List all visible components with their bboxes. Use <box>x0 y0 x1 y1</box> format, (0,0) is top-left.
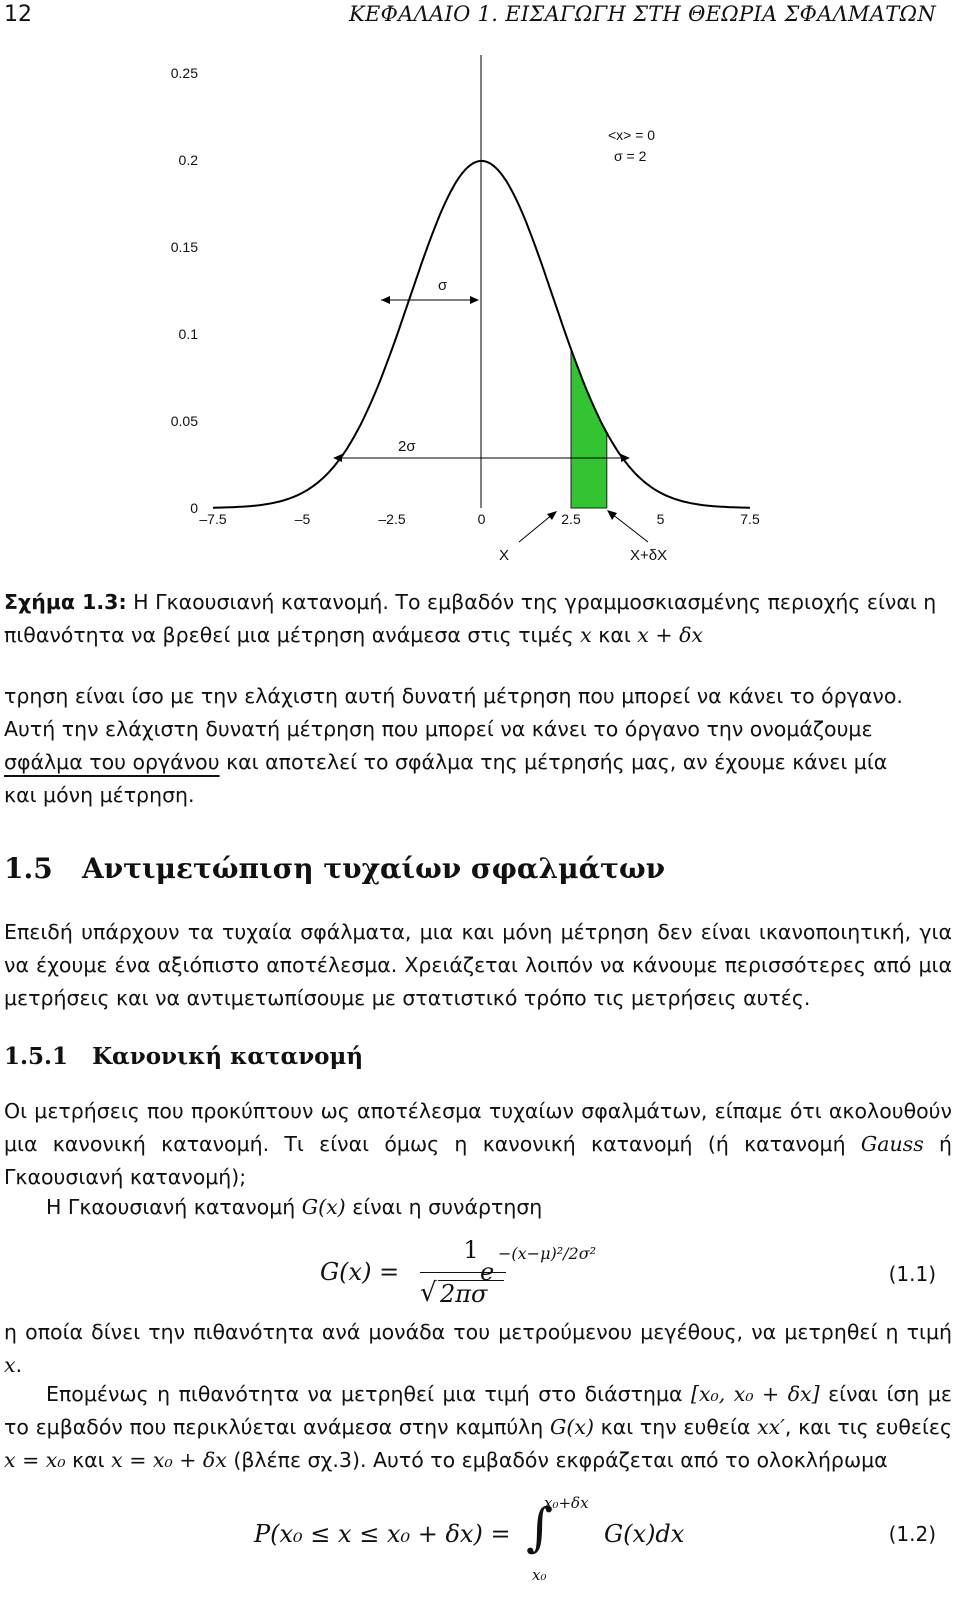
subsection-paragraph2 <box>46 1191 960 1224</box>
prob-text-d: , και τις ευθείες <box>784 1415 953 1439</box>
prob-interval: [x₀, x₀ + δx] <box>691 1382 820 1406</box>
y-tick-label: 0.25 <box>170 65 198 81</box>
equation-1-1 <box>320 1236 680 1310</box>
x-pointer-head <box>547 511 557 520</box>
x-axis-ticks <box>199 511 760 527</box>
intro-line1: τρηση είναι ίσο με την ελάχιστη αυτή δυνατή μέτρηση που μπορεί να κάνει το όργανο. <box>4 684 903 708</box>
sigma-label: σ <box>438 277 448 294</box>
eq2-lower-limit: x₀ <box>532 1566 547 1584</box>
eq2-integrand: G(x)dx <box>604 1520 685 1548</box>
prob-text-b: είναι ίση με το εμβαδόν που περικλύεται ανάμεσα στην καμπύλη <box>4 1382 952 1439</box>
running-header: ΚΕΦΑΛΑΙΟ 1. ΕΙΣΑΓΩΓΗ ΣΤΗ ΘΕΩΡΙΑ ΣΦΑΛΜΑΤΩΝ <box>348 2 936 26</box>
subsection-number: 1.5.1 <box>4 1043 69 1070</box>
figure-caption <box>4 586 952 652</box>
after-eq1-paragraph <box>4 1316 952 1382</box>
prob-text-a: Επομένως η πιθανότητα να μετρηθεί μια τιμή στο διάστημα <box>46 1382 691 1406</box>
prob-gx: G(x) <box>550 1415 594 1439</box>
x-tick-label: –5 <box>294 511 311 527</box>
intro-line3: και αποτελεί το σφάλμα της μέτρησής μας, αν έχουμε κάνει μία <box>219 750 888 774</box>
caption-label: Σχήμα 1.3: <box>4 590 127 614</box>
legend-mean: <x> = 0 <box>608 127 656 143</box>
y-tick-label: 0.15 <box>170 239 198 255</box>
x-tick-label: –7.5 <box>199 511 227 527</box>
y-tick-label: 0.05 <box>170 413 198 429</box>
caption-and: και <box>591 623 638 647</box>
x-tick-label: 5 <box>656 511 665 527</box>
p2-text: Η Γκαουσιανή κατανομή <box>46 1195 302 1219</box>
p2-text-end: είναι η συνάρτηση <box>345 1195 543 1219</box>
after-eq1-end: . <box>15 1353 23 1377</box>
probability-paragraph <box>4 1378 952 1477</box>
x-pointer <box>519 514 553 542</box>
x-dx-marker-label: X+δX <box>630 547 668 564</box>
intro-line4: και μόνη μέτρηση. <box>4 783 195 807</box>
p1-text-end: ή Γκαουσιανή κατανομή); <box>4 1132 953 1189</box>
prob-eq-b: x = x₀ + δx <box>111 1448 227 1472</box>
two-sigma-label: 2σ <box>398 438 416 455</box>
eq2-upper-limit: x₀+δx <box>544 1494 589 1512</box>
sqrt-symbol: √ <box>420 1278 437 1308</box>
sigma-arrowhead-left <box>381 296 390 304</box>
x-dx-pointer <box>612 514 648 542</box>
prob-xx: xx′ <box>757 1415 785 1439</box>
equation-number-2: (1.2) <box>888 1522 936 1546</box>
page-number: 12 <box>4 2 32 27</box>
equation-number-1: (1.1) <box>888 1262 936 1286</box>
caption-math-x: x <box>580 623 592 647</box>
y-tick-label: 0.2 <box>178 152 198 168</box>
caption-math-x-dx: x + δx <box>637 623 703 647</box>
prob-text-f: (βλέπε σχ.3). Αυτό το εμβαδόν εκφράζεται από το ολοκλήρωμα <box>226 1448 888 1472</box>
legend-sigma: σ = 2 <box>614 148 647 164</box>
section-number: 1.5 <box>4 852 53 885</box>
after-eq1-x: x <box>4 1353 16 1377</box>
gx-term: G(x) <box>301 1195 346 1219</box>
integral-sign: ∫ <box>526 1498 554 1558</box>
prob-eq-a: x = x₀ <box>4 1448 66 1472</box>
eq1-denominator: 2πσ <box>440 1280 488 1308</box>
shaded-region <box>571 349 607 508</box>
prob-text-c: και την ευθεία <box>593 1415 758 1439</box>
sigma-arrowhead-right <box>470 296 479 304</box>
after-eq1-text: η οποία δίνει την πιθανότητα ανά μονάδα του μετρούμενου μεγέθους, να μετρηθεί η τιμή <box>4 1320 952 1344</box>
eq1-exponent: −(x−μ)²/2σ² <box>498 1244 597 1263</box>
subsection-title: Κανονική κατανομή <box>92 1043 364 1070</box>
x-marker-label: X <box>499 547 510 564</box>
caption-text-line2: πιθανότητα να βρεθεί μια μέτρηση ανάμεσα στις τιμές <box>4 623 581 647</box>
x-tick-label: 2.5 <box>561 511 581 527</box>
y-axis-ticks <box>171 65 198 516</box>
y-tick-label: 0.1 <box>178 326 198 342</box>
x-dx-pointer-head <box>607 510 617 520</box>
x-tick-label: 7.5 <box>740 511 760 527</box>
section-heading <box>4 852 665 885</box>
eq1-numerator: 1 <box>463 1236 479 1264</box>
caption-text-line1: Η Γκαουσιανή κατανομή. Το εμβαδόν της γραμμοσκιασμένης περιοχής είναι η <box>126 590 937 614</box>
eq1-base: e <box>480 1258 495 1286</box>
eq1-lhs: G(x) = <box>320 1258 400 1286</box>
p1-text: Οι μετρήσεις που προκύπτουν ως αποτέλεσμα τυχαίων σφαλμάτων, είπαμε ότι ακολουθούν μια κανονική κατανομή. Τι είναι όμως η κανονική κατανομή (ή κατανομή <box>4 1099 952 1156</box>
prob-text-e: και <box>65 1448 112 1472</box>
intro-line2: Αυτή την ελάχιστη δυνατή μέτρηση που μπορεί να κάνει το όργανο την ονομάζουμε <box>4 717 873 741</box>
section-body: Επειδή υπάρχουν τα τυχαία σφάλματα, μια και μόνη μέτρηση δεν είναι ικανοποιητική, για να έχουμε ένα αξιόπιστο αποτέλεσμα. Χρειάζεται λοιπόν να κάνουμε περισσότερες από μια μετρήσεις και να αντιμετωπίσουμε με στατιστικό τρόπο τις μετρήσεις αυτές. <box>4 920 952 1010</box>
equation-1-2 <box>254 1494 714 1596</box>
gaussian-figure <box>0 0 960 580</box>
x-tick-label: –2.5 <box>378 511 406 527</box>
subsection-heading <box>4 1043 363 1070</box>
gauss-term: Gauss <box>860 1132 924 1156</box>
y-tick-label: 0 <box>190 500 198 516</box>
x-tick-label: 0 <box>477 511 486 527</box>
eq2-lhs: P(x₀ ≤ x ≤ x₀ + δx) = <box>254 1520 511 1548</box>
instrument-error-term: σφάλμα του οργάνου <box>4 750 220 774</box>
section-title: Αντιμετώπιση τυχαίων σφαλμάτων <box>81 852 666 885</box>
subsection-paragraph1 <box>4 1095 952 1194</box>
intro-paragraph <box>4 680 952 812</box>
